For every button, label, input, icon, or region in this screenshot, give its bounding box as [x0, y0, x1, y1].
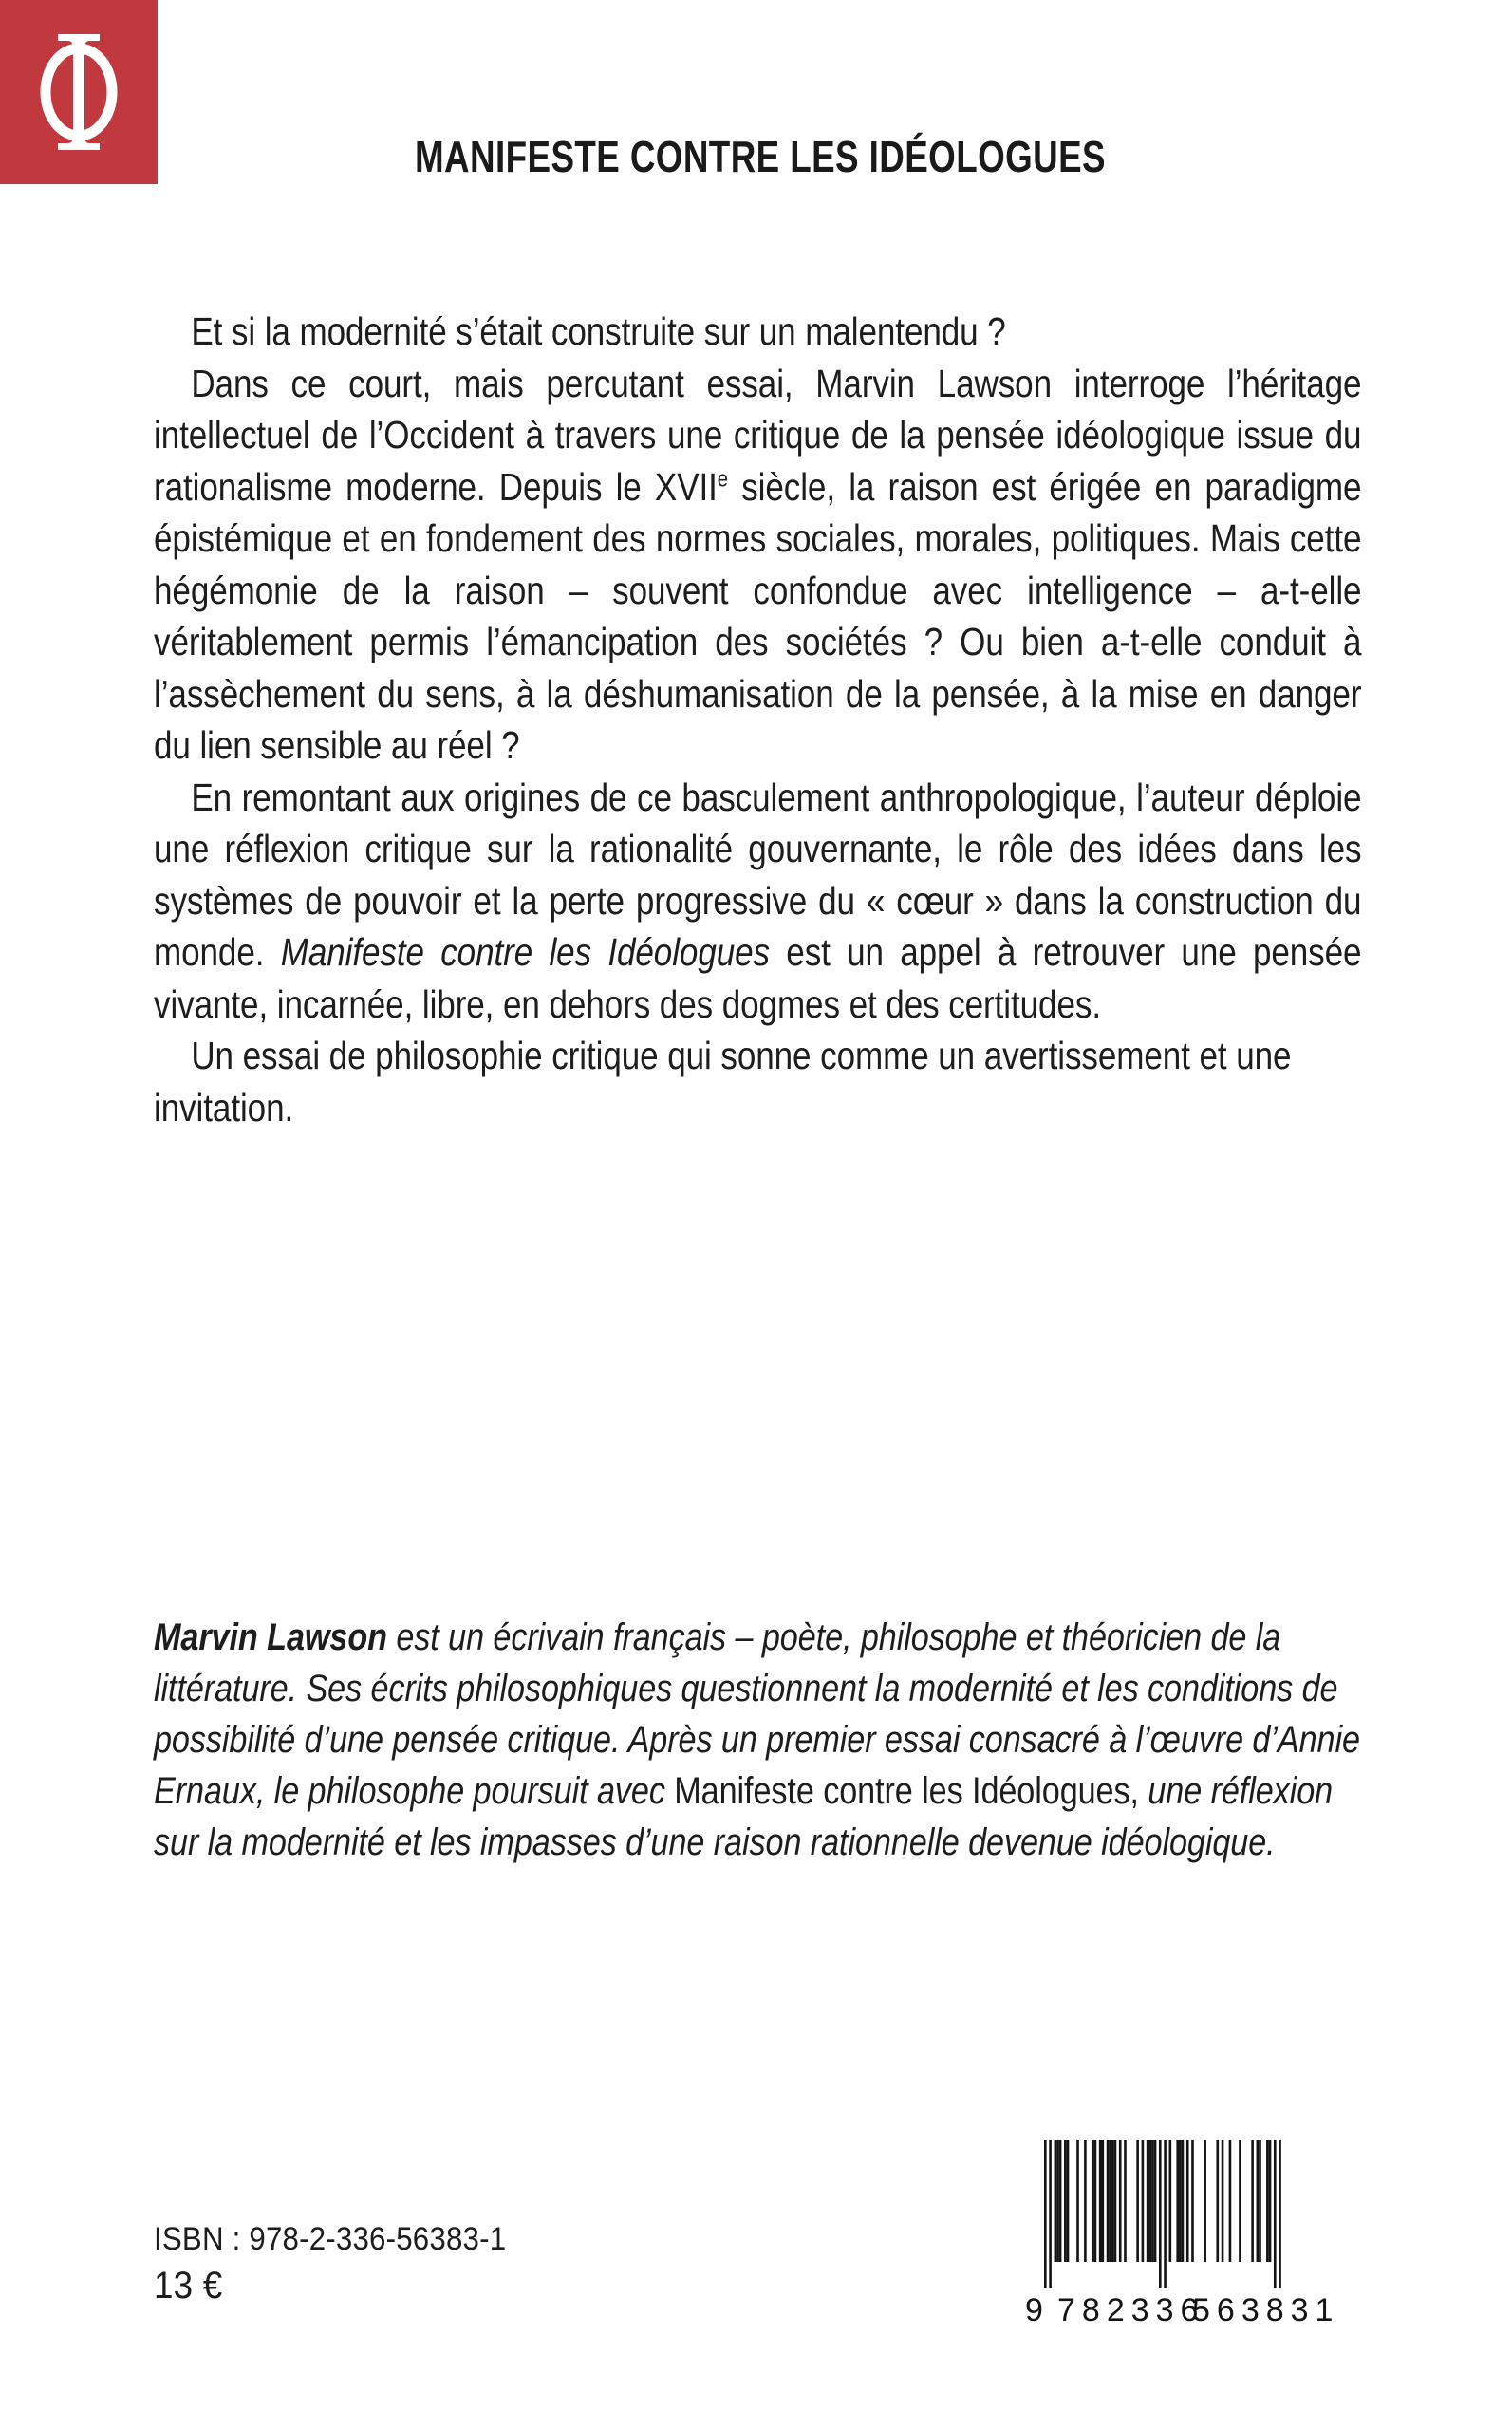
- publisher-logo: [0, 0, 158, 184]
- ean13-barcode: [1023, 2131, 1365, 2335]
- blurb-paragraph-3: [154, 772, 1361, 1031]
- author-name: Marvin Lawson: [154, 1616, 387, 1658]
- blurb-p2-text-b: siècle, la raison est érigée en paradigme épistémique et en fondement des normes sociales, morales, politiques. Mais cette hégémonie de la raison – souvent confondue avec intelligence – a-t-elle véritablement permis l’émancipation des sociétés ? Ou bien a-t-elle conduit à l’assèchement du sens, à la déshumanisation de la pensée, à la mise en danger du lien sensible au réel ?: [154, 464, 1362, 767]
- author-bio-text-b: une réflexion sur la modernité et les impasses d’une raison rationnelle devenue idéologique.: [154, 1770, 1334, 1863]
- phi-logo-icon: [31, 30, 126, 154]
- svg-text:9: 9: [1025, 2292, 1043, 2328]
- blurb-p2-text-a: Dans ce court, mais percutant essai, Marvin Lawson interroge l’héritage intellectuel de l’Occident à travers une critique de la pensée idéologique issue du rationalisme moderne. Depuis le XVII: [154, 361, 1362, 509]
- blurb-p4-text: Un essai de philosophie critique qui sonne comme un avertissement et une invitation.: [154, 1034, 1292, 1130]
- isbn-label: ISBN : 978-2-336-56383-1: [154, 2221, 507, 2257]
- author-bio-paragraph: [154, 1612, 1361, 1868]
- blurb-p3-work-title: Manifeste contre les Idéologues: [280, 930, 770, 974]
- price-label: 13 €: [154, 2265, 223, 2306]
- author-bio-work-title: Manifeste contre les Idéologues,: [674, 1770, 1139, 1812]
- blurb-paragraph-4: [154, 1030, 1361, 1133]
- blurb-p1-text: Et si la modernité s’était construite sur un malentendu ?: [191, 309, 1006, 353]
- barcode-icon: [1023, 2131, 1365, 2335]
- svg-text:782336: 782336: [1057, 2292, 1205, 2328]
- blurb-paragraph-1: [154, 306, 1361, 358]
- author-bio: [154, 1612, 1361, 1868]
- page-title: MANIFESTE CONTRE LES IDÉOLOGUES: [414, 132, 1106, 181]
- blurb-text: [154, 306, 1361, 1133]
- footer-meta: [154, 2217, 537, 2310]
- blurb-p3-text-b: est un appel à retrouver une pensée vivante, incarnée, libre, en dehors des dogmes et des certitudes.: [154, 930, 1362, 1026]
- century-ordinal-suffix: e: [717, 465, 729, 492]
- blurb-paragraph-2: [154, 358, 1361, 772]
- author-bio-text-a: est un écrivain français – poète, philosophe et théoricien de la littérature. Ses écrits philosophiques questionnent la modernité et les conditions de possibilité d’une pensée critique. Après un premier essai consacré à l’œuvre d’Annie Ernaux, le philosophe poursuit avec: [154, 1616, 1360, 1812]
- blurb-p3-text-a: En remontant aux origines de ce basculement anthropologique, l’auteur déploie une réflexion critique sur la rationalité gouvernante, le rôle des idées dans les systèmes de pouvoir et la perte progressive du « cœur » dans la construction du monde.: [154, 775, 1362, 974]
- svg-text:563831: 563831: [1192, 2292, 1340, 2328]
